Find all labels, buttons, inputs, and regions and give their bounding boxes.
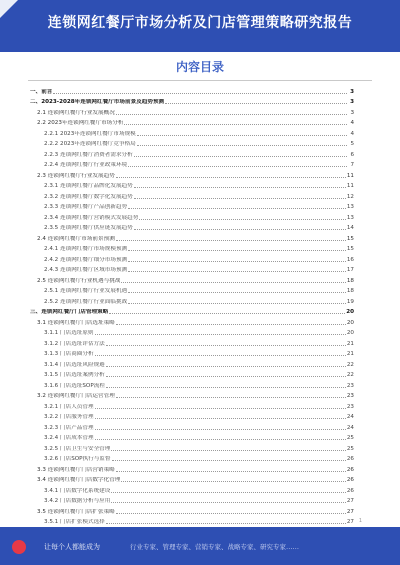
toc-dot-leader bbox=[106, 366, 346, 367]
toc-entry-title: 3.4.1 门店数字化系统建设 bbox=[44, 487, 111, 494]
toc-entry-title: 二、2023-2028年连锁网红餐厅市场前景及趋势预测 bbox=[30, 99, 165, 105]
toc-dot-leader bbox=[128, 303, 346, 304]
toc-dot-leader bbox=[116, 177, 346, 178]
toc-entry[interactable] bbox=[30, 441, 354, 452]
toc-entry[interactable] bbox=[30, 294, 354, 305]
toc-dot-leader bbox=[95, 334, 346, 335]
toc-entry-title: 2.4.3 连锁网红餐厅区域市场预测 bbox=[44, 267, 128, 273]
toc-entry-page: 18 bbox=[346, 277, 354, 284]
toc-entry-title: 3.2.2 门店服务管理 bbox=[44, 414, 94, 420]
toc-entry[interactable] bbox=[30, 168, 354, 179]
toc-heading: 内容目录 bbox=[175, 60, 224, 74]
toc-entry-page: 20 bbox=[346, 309, 354, 315]
toc-dot-leader bbox=[128, 208, 346, 209]
toc-entry-title: 2.2.4 连锁网红餐厅行业政策环境 bbox=[44, 162, 128, 168]
toc-entry-page: 22 bbox=[346, 372, 354, 378]
toc-entry[interactable] bbox=[30, 347, 354, 358]
toc-entry[interactable] bbox=[30, 284, 354, 295]
toc-entry-page: 7 bbox=[350, 162, 354, 168]
toc-dot-leader bbox=[128, 166, 347, 167]
toc-entry-page: 26 bbox=[346, 487, 354, 494]
toc-entry-title: 3.1.6 门店选址SOP流程 bbox=[44, 382, 105, 389]
toc-entry[interactable] bbox=[30, 263, 354, 274]
toc-entry-page: 27 bbox=[346, 498, 354, 504]
toc-dot-leader bbox=[137, 145, 347, 146]
toc-entry[interactable] bbox=[30, 368, 354, 379]
toc-entry-page: 26 bbox=[346, 466, 354, 473]
toc-dot-leader bbox=[106, 376, 346, 377]
toc-entry-title: 3.2.3 门店产品管理 bbox=[44, 424, 94, 431]
toc-entry-title: 三、连锁网红餐厅门店管理策略 bbox=[30, 309, 109, 315]
report-title: 连锁网红餐厅市场分析及门店管理策略研究报告 bbox=[47, 15, 353, 31]
toc-dot-leader bbox=[106, 345, 346, 346]
toc-entry[interactable] bbox=[30, 137, 354, 148]
toc-entry[interactable] bbox=[30, 515, 354, 526]
toc-entry-page: 3 bbox=[350, 88, 354, 95]
toc-entry-title: 2.3.3 连锁网红餐厅产品创新趋势 bbox=[44, 204, 128, 210]
toc-entry-title: 3.5.1 门店扩张模式选择 bbox=[44, 519, 105, 525]
toc-dot-leader bbox=[106, 523, 346, 524]
toc-entry-title: 2.4.2 连锁网红餐厅细分市场预测 bbox=[44, 256, 128, 263]
toc-entry-page: 12 bbox=[346, 193, 354, 200]
footer-subtitle: 行业专家、管理专家、营销专家、战略专家、研究专家…… bbox=[130, 543, 299, 551]
toc-entry[interactable] bbox=[30, 116, 354, 127]
toc-entry[interactable] bbox=[30, 221, 354, 232]
toc-entry[interactable] bbox=[30, 389, 354, 400]
toc-entry-title: 3.2.6 门店SOP执行与监督 bbox=[44, 456, 111, 462]
toc-entry-page: 20 bbox=[346, 330, 354, 336]
toc-dot-leader bbox=[116, 397, 346, 398]
toc-dot-leader bbox=[134, 198, 346, 199]
toc-entry-title: 3.4 连锁网红餐厅门店数字化管理 bbox=[37, 477, 121, 483]
toc-entry[interactable] bbox=[30, 210, 354, 221]
toc-entry-page: 19 bbox=[346, 298, 354, 305]
toc-dot-leader bbox=[128, 271, 346, 272]
toc-entry-page: 13 bbox=[346, 214, 354, 221]
toc-entry-page: 3 bbox=[350, 109, 354, 116]
logo-badge-icon bbox=[12, 540, 26, 554]
report-header-bar bbox=[0, 0, 400, 52]
toc-entry[interactable] bbox=[30, 158, 354, 169]
toc-dot-leader bbox=[116, 114, 347, 115]
footer-bar bbox=[0, 527, 400, 565]
toc-entry-page: 6 bbox=[350, 151, 354, 158]
toc-dot-leader bbox=[128, 292, 346, 293]
toc-entry[interactable] bbox=[30, 126, 354, 137]
toc-entry[interactable] bbox=[30, 410, 354, 421]
toc-dot-leader bbox=[116, 513, 346, 514]
toc-entry-title: 2.2.2 2023年连锁网红餐厅竞争格局 bbox=[44, 141, 136, 147]
toc-dot-leader bbox=[95, 355, 346, 356]
toc-entry-page: 3 bbox=[350, 99, 354, 105]
toc-entry-title: 2.2 2023年连锁网红餐厅市场分析 bbox=[37, 120, 124, 126]
toc-entry-page: 16 bbox=[346, 256, 354, 263]
toc-entry-page: 22 bbox=[346, 361, 354, 368]
toc-entry[interactable] bbox=[30, 378, 354, 389]
toc-entry[interactable] bbox=[30, 200, 354, 211]
toc-dot-leader bbox=[134, 187, 346, 188]
toc-dot-leader bbox=[53, 93, 347, 94]
toc-entry-title: 3.1 连锁网红餐厅门店选址策略 bbox=[37, 319, 115, 326]
toc-entry-page: 20 bbox=[346, 319, 354, 326]
toc-entry[interactable] bbox=[30, 105, 354, 116]
toc-entry[interactable] bbox=[30, 336, 354, 347]
toc-entry-page: 21 bbox=[346, 351, 354, 357]
toc-entry[interactable] bbox=[30, 473, 354, 484]
toc-entry[interactable] bbox=[30, 326, 354, 337]
toc-dot-leader bbox=[121, 481, 345, 482]
toc-entry[interactable] bbox=[30, 252, 354, 263]
toc-dot-leader bbox=[137, 135, 347, 136]
toc-entry-title: 3.1.5 门店选址案例分析 bbox=[44, 372, 105, 378]
toc-entry-title: 2.1 连锁网红餐厅行业发展概况 bbox=[37, 109, 115, 116]
toc-dot-leader bbox=[111, 502, 346, 503]
toc-entry-title: 3.1.4 门店选址风险规避 bbox=[44, 361, 105, 368]
toc-dot-leader bbox=[95, 429, 346, 430]
toc-entry-title: 2.3.5 连锁网红餐厅供应链发展趋势 bbox=[44, 225, 133, 231]
toc-dot-leader bbox=[95, 408, 346, 409]
toc-entry-page: 14 bbox=[346, 225, 354, 231]
toc-entry-page: 4 bbox=[350, 130, 354, 137]
toc-entry-title: 2.2.3 连锁网红餐厅消费者需求分析 bbox=[44, 151, 133, 158]
toc-entry-page: 18 bbox=[346, 288, 354, 294]
toc-entry[interactable] bbox=[30, 494, 354, 505]
toc-entry[interactable] bbox=[30, 504, 354, 515]
toc-entry-page: 15 bbox=[346, 235, 354, 242]
toc-entry[interactable] bbox=[30, 483, 354, 494]
toc-entry-title: 2.4.1 连锁网红餐厅市场规模预测 bbox=[44, 246, 128, 252]
toc-entry-title: 2.2.1 2023年连锁网红餐厅市场规模 bbox=[44, 130, 136, 137]
toc-entry[interactable] bbox=[30, 462, 354, 473]
toc-entry-title: 3.1.2 门店选址评估方法 bbox=[44, 340, 105, 347]
toc-entry-page: 25 bbox=[346, 445, 354, 452]
toc-entry-page: 11 bbox=[346, 183, 354, 189]
toc-entry-page: 26 bbox=[346, 477, 354, 483]
toc-entry[interactable] bbox=[30, 315, 354, 326]
toc-entry-title: 2.5 连锁网红餐厅行业机遇与挑战 bbox=[37, 277, 121, 284]
toc-entry-title: 3.5 连锁网红餐厅门店扩张策略 bbox=[37, 508, 115, 515]
toc-dot-leader bbox=[116, 471, 346, 472]
table-of-contents bbox=[30, 84, 354, 525]
toc-entry-title: 3.1.1 门店选址原则 bbox=[44, 330, 94, 336]
toc-entry-page: 23 bbox=[346, 393, 354, 399]
toc-entry-page: 23 bbox=[346, 403, 354, 410]
toc-entry-page: 4 bbox=[350, 120, 354, 126]
toc-entry[interactable] bbox=[30, 305, 354, 316]
toc-dot-leader bbox=[116, 240, 346, 241]
toc-entry[interactable] bbox=[30, 399, 354, 410]
toc-entry-page: 25 bbox=[346, 435, 354, 441]
toc-entry-title: 2.5.1 连锁网红餐厅行业发展机遇 bbox=[44, 288, 128, 294]
toc-entry-title: 2.5.2 连锁网红餐厅行业面临挑战 bbox=[44, 298, 128, 305]
toc-entry-title: 3.4.2 门店数据分析与应用 bbox=[44, 498, 111, 504]
toc-entry-page: 26 bbox=[346, 456, 354, 462]
toc-dot-leader bbox=[128, 261, 346, 262]
toc-entry[interactable] bbox=[30, 420, 354, 431]
toc-entry-title: 3.3 连锁网红餐厅门店营销策略 bbox=[37, 466, 115, 473]
toc-entry[interactable] bbox=[30, 231, 354, 242]
toc-dot-leader bbox=[121, 282, 345, 283]
toc-dot-leader bbox=[95, 439, 346, 440]
footer-slogan: 让每个人都能成为 bbox=[44, 543, 100, 551]
page-number: 1 bbox=[358, 518, 362, 524]
toc-entry-page: 15 bbox=[346, 246, 354, 252]
toc-entry-page: 24 bbox=[346, 424, 354, 431]
toc-entry[interactable] bbox=[30, 95, 354, 106]
toc-entry[interactable] bbox=[30, 189, 354, 200]
toc-entry-page: 24 bbox=[346, 414, 354, 420]
toc-heading-divider bbox=[28, 80, 372, 81]
toc-dot-leader bbox=[134, 156, 347, 157]
toc-entry-page: 13 bbox=[346, 204, 354, 210]
toc-entry-title: 2.3.2 连锁网红餐厅数字化发展趋势 bbox=[44, 193, 133, 200]
toc-entry-title: 一、前言 bbox=[30, 88, 53, 95]
toc-entry[interactable] bbox=[30, 431, 354, 442]
toc-dot-leader bbox=[109, 313, 345, 314]
toc-entry-title: 3.2 连锁网红餐厅门店运营管理 bbox=[37, 393, 115, 399]
toc-entry-title: 3.2.4 门店成本管理 bbox=[44, 435, 94, 441]
toc-entry[interactable] bbox=[30, 179, 354, 190]
toc-entry-title: 2.3.1 连锁网红餐厅品牌化发展趋势 bbox=[44, 183, 133, 189]
toc-entry-title: 2.3 连锁网红餐厅行业发展趋势 bbox=[37, 172, 115, 179]
toc-entry[interactable] bbox=[30, 242, 354, 253]
toc-entry-title: 2.4 连锁网红餐厅市场前景预测 bbox=[37, 235, 115, 242]
toc-entry-page: 17 bbox=[346, 267, 354, 273]
toc-entry-page: 27 bbox=[346, 519, 354, 525]
toc-dot-leader bbox=[95, 418, 346, 419]
toc-entry-page: 5 bbox=[350, 141, 354, 147]
toc-entry-page: 23 bbox=[346, 382, 354, 389]
toc-entry-page: 11 bbox=[346, 172, 354, 179]
toc-entry[interactable] bbox=[30, 84, 354, 95]
toc-entry-title: 2.3.4 连锁网红餐厅营销模式发展趋势 bbox=[44, 214, 139, 221]
toc-dot-leader bbox=[112, 460, 346, 461]
toc-dot-leader bbox=[111, 492, 346, 493]
toc-entry-page: 21 bbox=[346, 340, 354, 347]
toc-dot-leader bbox=[165, 103, 347, 104]
toc-dot-leader bbox=[106, 387, 346, 388]
toc-entry[interactable] bbox=[30, 452, 354, 463]
toc-entry[interactable] bbox=[30, 147, 354, 158]
toc-dot-leader bbox=[111, 450, 346, 451]
toc-dot-leader bbox=[116, 324, 346, 325]
toc-entry-title: 3.1.3 门店商圈分析 bbox=[44, 351, 94, 357]
toc-dot-leader bbox=[124, 124, 347, 125]
toc-dot-leader bbox=[134, 229, 346, 230]
toc-entry[interactable] bbox=[30, 357, 354, 368]
toc-entry-title: 3.2.5 门店卫生与安全管理 bbox=[44, 445, 111, 452]
toc-entry-page: 27 bbox=[346, 508, 354, 515]
toc-dot-leader bbox=[139, 219, 346, 220]
toc-entry-title: 3.2.1 门店人员管理 bbox=[44, 403, 94, 410]
toc-entry[interactable] bbox=[30, 273, 354, 284]
toc-dot-leader bbox=[128, 250, 346, 251]
